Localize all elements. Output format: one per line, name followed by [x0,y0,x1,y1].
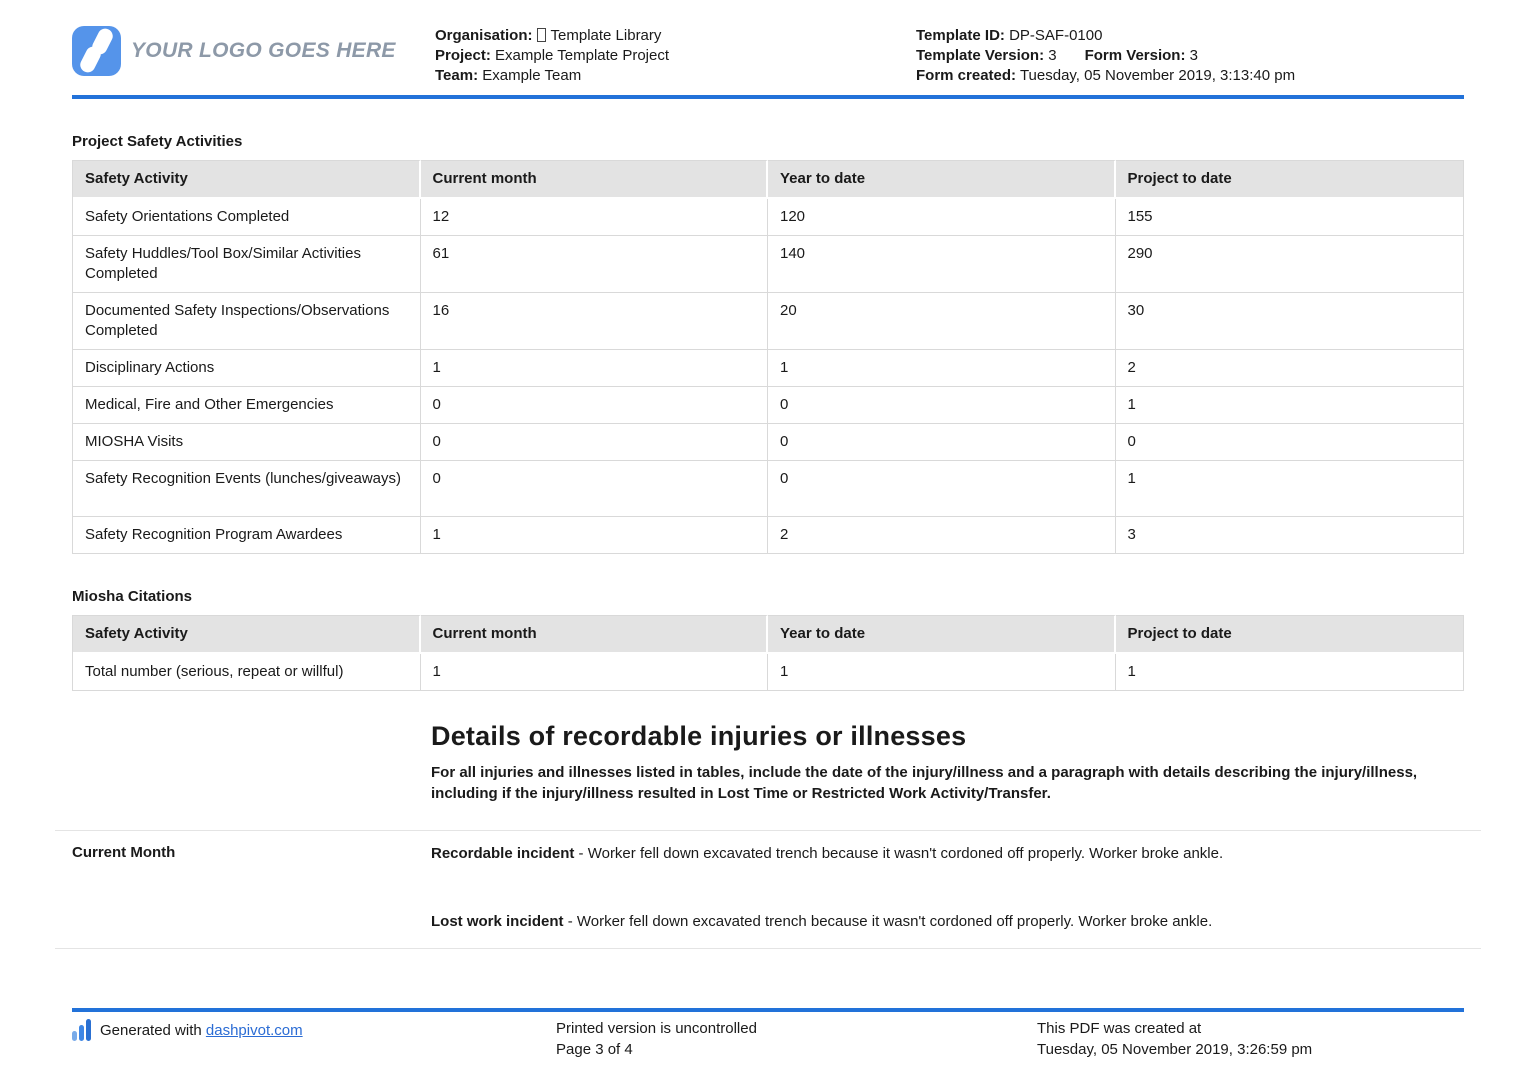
table-cell: 1 [768,654,1116,690]
table-header-cell: Safety Activity [73,160,421,199]
company-logo-icon [72,26,121,76]
table-row [73,517,1463,553]
table-cell: 0 [421,387,769,424]
miosha-citations-table [72,615,1464,691]
footer-divider-rule [72,1008,1464,1012]
form-version-label: Form Version: [1084,47,1186,64]
project-value: Example Template Project [495,47,670,64]
table-cell: 290 [1116,236,1464,293]
organisation-label: Organisation: [435,27,533,44]
generated-with-text: Generated with [100,1021,202,1039]
pdf-created-timestamp: Tuesday, 05 November 2019, 3:26:59 pm [1037,1041,1313,1058]
logo-block [72,26,435,76]
table-row [73,236,1463,293]
missing-glyph-box-icon [537,28,546,42]
page-number-text: Page 3 of 4 [556,1041,633,1058]
header-meta-right [916,26,1464,86]
table-row [73,461,1463,517]
table-cell: 3 [1116,517,1464,553]
details-instructions: For all injuries and illnesses listed in tables, include the date of the injury/illness and a paragraph with details describing the injury/illness, including if the injury/illness resulted in Lost Time or Restricted Work Activity/Transfer. [431,764,1418,802]
table-row [73,350,1463,387]
organisation-value: Template Library [550,27,662,44]
table-cell: MIOSHA Visits [73,424,421,461]
table-cell: 0 [768,461,1116,517]
footer-created [1037,1018,1312,1060]
table-header-cell: Project to date [1116,615,1464,654]
recordable-incident-label: Recordable incident [431,845,575,862]
recordable-incident-entry [431,843,1464,864]
form-created-label: Form created: [916,67,1017,84]
table-cell: Safety Huddles/Tool Box/Similar Activities Completed [73,236,421,293]
table-cell: 61 [421,236,769,293]
project-safety-activities-table [72,160,1464,554]
table-row [73,387,1463,424]
form-version-value: 3 [1189,47,1198,64]
table-cell: 30 [1116,293,1464,350]
table-cell: 1 [1116,461,1464,517]
form-created-value: Tuesday, 05 November 2019, 3:13:40 pm [1019,67,1296,84]
organisation-line [435,26,916,46]
current-month-label: Current Month [72,844,176,861]
form-created-line [916,66,1464,86]
table-cell: 1 [421,517,769,553]
table-row [73,654,1463,690]
template-id-label: Template ID: [916,27,1005,44]
printed-version-text: Printed version is uncontrolled [556,1020,757,1037]
template-id-line [916,26,1464,46]
table-header-row [73,160,1463,199]
lost-work-incident-label: Lost work incident [431,913,564,930]
template-version-value: 3 [1048,47,1057,64]
table-cell: 0 [1116,424,1464,461]
project-label: Project: [435,47,491,64]
table-cell: 1 [421,350,769,387]
table-cell: 2 [768,517,1116,553]
dashpivot-link[interactable]: dashpivot.com [205,1021,303,1039]
document-header [72,26,1464,86]
table-header-cell: Current month [421,615,769,654]
table-row [73,424,1463,461]
logo-placeholder-text: YOUR LOGO GOES HERE [131,39,396,62]
lost-work-incident-text: - Worker fell down excavated trench because it wasn't cordoned off properly. Worker broke ankle. [567,913,1213,930]
footer-generated [72,1019,303,1041]
table-cell: 0 [768,424,1116,461]
recordable-incident-text: - Worker fell down excavated trench because it wasn't cordoned off properly. Worker broke ankle. [578,845,1224,862]
table-cell: 16 [421,293,769,350]
table-cell: 155 [1116,199,1464,236]
section-divider [55,948,1481,949]
table-cell: Disciplinary Actions [73,350,421,387]
footer-printed [556,1018,757,1060]
table-header-cell: Safety Activity [73,615,421,654]
lost-work-incident-entry [431,911,1464,932]
team-value: Example Team [482,67,582,84]
bar-chart-icon [72,1019,91,1041]
table-cell: Safety Recognition Events (lunches/giveaways) [73,461,421,517]
table-cell: Total number (serious, repeat or willful) [73,654,421,690]
table-cell: Medical, Fire and Other Emergencies [73,387,421,424]
table-header-cell: Current month [421,160,769,199]
table-cell: 140 [768,236,1116,293]
table-row [73,293,1463,350]
versions-line [916,46,1464,66]
table-cell: 12 [421,199,769,236]
table-cell: 0 [768,387,1116,424]
details-heading: Details of recordable injuries or illnesses [431,721,967,751]
logo-pill-shape [78,44,104,75]
section-title-miosha-citations: Miosha Citations [72,588,193,605]
table-cell: 120 [768,199,1116,236]
pdf-created-label: This PDF was created at [1037,1020,1202,1037]
table-cell: 2 [1116,350,1464,387]
table-cell: Documented Safety Inspections/Observations Completed [73,293,421,350]
table-cell: 1 [1116,387,1464,424]
table-header-cell: Year to date [768,615,1116,654]
table-cell: 1 [1116,654,1464,690]
header-meta-left [435,26,916,86]
incident-entries [431,843,1464,932]
table-row [73,199,1463,236]
table-cell: Safety Orientations Completed [73,199,421,236]
table-cell: 0 [421,424,769,461]
table-cell: Safety Recognition Program Awardees [73,517,421,553]
template-version-label: Template Version: [916,47,1045,64]
section-title-project-safety-activities: Project Safety Activities [72,133,243,150]
table-header-cell: Project to date [1116,160,1464,199]
team-line [435,66,916,86]
table-header-cell: Year to date [768,160,1116,199]
table-cell: 20 [768,293,1116,350]
table-cell: 0 [421,461,769,517]
template-id-value: DP-SAF-0100 [1009,27,1103,44]
table-header-row [73,615,1463,654]
current-month-section [72,831,1464,948]
header-divider-rule [72,95,1464,99]
table-cell: 1 [421,654,769,690]
table-cell: 1 [768,350,1116,387]
project-line [435,46,916,66]
team-label: Team: [435,67,479,84]
